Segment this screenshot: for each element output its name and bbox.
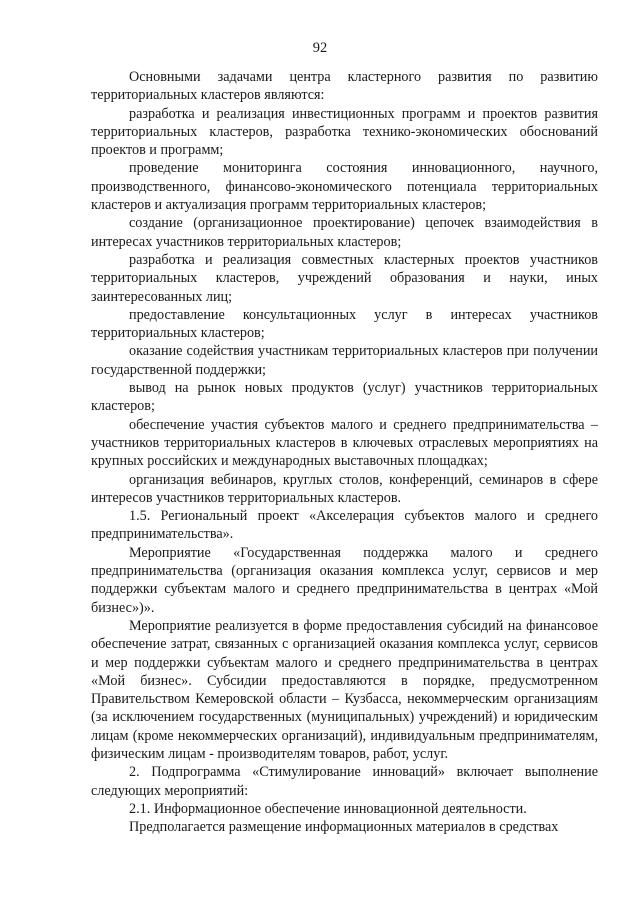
page-number: 92: [312, 40, 328, 56]
section-2-1-heading: 2.1. Информационное обеспечение инновационной деятельности.: [129, 800, 527, 817]
task-item-joint-projects: разработка и реализация совместных кластерных проектов участников территориальных кластеров, учреждений образования и науки, иных заинтересованных лиц;: [91, 251, 598, 305]
closing-paragraph: Предполагается размещение информационных материалов в средствах: [129, 819, 559, 836]
intro-paragraph: Основными задачами центра кластерного развития по развитию территориальных кластеров являются:: [91, 69, 598, 104]
measure-state-support: Мероприятие «Государственная поддержка малого и среднего предпринимательства (организация оказания комплекса услуг, сервисов и мер поддержки субъектам малого и среднего предпринимательства в центрах «Мой бизнес»)».: [91, 544, 598, 616]
task-item-investment-programs: разработка и реализация инвестиционных программ и проектов развития территориальных кластеров, разработка технико-экономических обоснований проектов и программ;: [91, 105, 598, 159]
measure-subsidies: Мероприятие реализуется в форме предоставления субсидий на финансовое обеспечение затрат, связанных с организацией оказания комплекса услуг, сервисов и мер поддержки субъектам малого и среднего предпринимательства в центрах «Мой бизнес». Субсидии предоставляются в порядке, предусмотренном Правительством Кемеровской области – Кузбасса, некоммерческим организациям (за исключением государственных (муниципальных) учреждений) и юридическим лицам (кроме некоммерческих организаций), индивидуальным предпринимателям, физическим лицам - производителям товаров, работ, услуг.: [91, 617, 598, 762]
section-1-5-heading: 1.5. Региональный проект «Акселерация субъектов малого и среднего предпринимательства».: [91, 508, 598, 543]
task-item-market-entry: вывод на рынок новых продуктов (услуг) участников территориальных кластеров;: [91, 380, 598, 415]
task-item-consulting: предоставление консультационных услуг в интересах участников территориальных кластеров;: [91, 306, 598, 342]
task-item-interaction-chains: создание (организационное проектирование) цепочек взаимодействия в интересах участников территориальных кластеров;: [91, 215, 598, 250]
task-item-webinars: организация вебинаров, круглых столов, конференций, семинаров в сфере интересов участников территориальных кластеров.: [91, 471, 598, 506]
subprogram-2-intro: 2. Подпрограмма «Стимулирование инноваций» включает выполнение следующих мероприятий:: [91, 764, 598, 799]
document-body: [91, 68, 598, 836]
task-item-monitoring: проведение мониторинга состояния инновационного, научного, производственного, финансово-экономического потенциала территориальных кластеров и актуализация программ территориальных кластеров;: [91, 160, 598, 214]
task-item-state-support: оказание содействия участникам территориальных кластеров при получении государственной поддержки;: [91, 343, 598, 378]
task-item-exhibitions: обеспечение участия субъектов малого и среднего предпринимательства – участников территориальных кластеров в ключевых отраслевых мероприятиях на крупных российских и международных выставочных площадках;: [91, 416, 598, 470]
